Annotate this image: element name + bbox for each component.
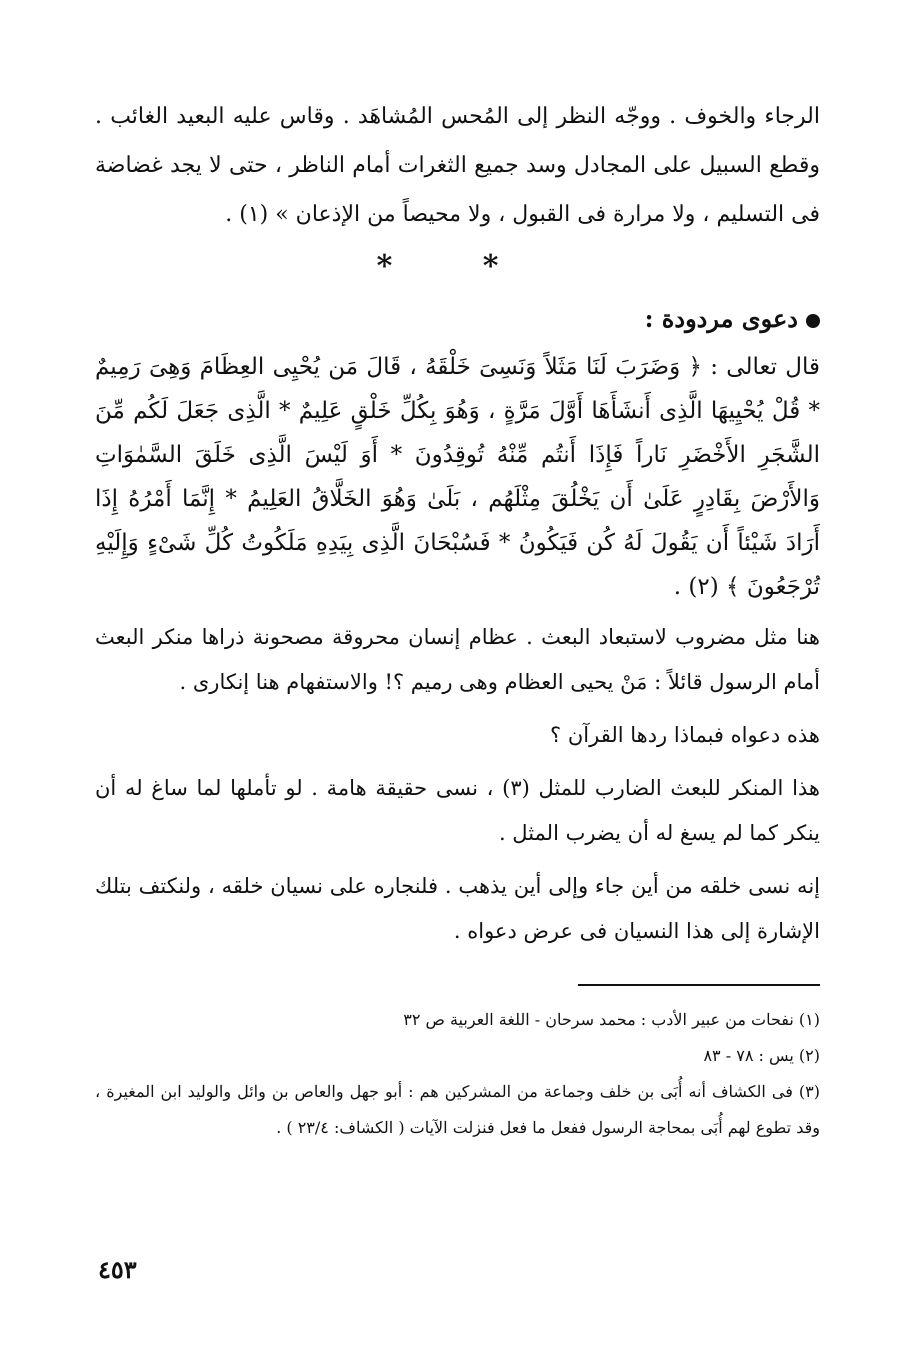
intro-paragraph: الرجاء والخوف . ووجّه النظر إلى المُحس المُشاهَد . وقاس عليه البعيد الغائب . وقطع السبيل على المجادل وسد جميع الثغرات أمام الناظر ، حتى لا يجد غضاضة فى التسليم ، ولا مرارة فى القبول ، ولا محيصاً من الإذعان » (١) . bbox=[95, 104, 820, 227]
bullet-icon bbox=[806, 314, 820, 328]
book-page bbox=[95, 92, 820, 1146]
section-separator: * * bbox=[376, 249, 539, 284]
section-heading bbox=[95, 297, 820, 341]
footnote-divider bbox=[578, 984, 820, 986]
section-title: دعوى مردودة : bbox=[644, 304, 798, 333]
page-number: ٤٥٣ bbox=[98, 1255, 137, 1284]
paragraph-question: هذه دعواه فبماذا ردها القرآن ؟ bbox=[550, 723, 820, 747]
footnote-1: (١) نفحات من عبير الأدب : محمد سرحان - اللغة العربية ص ٣٢ bbox=[403, 1010, 820, 1029]
paragraph-denier: هذا المنكر للبعث الضارب للمثل (٣) ، نسى حقيقة هامة . لو تأملها لما ساغ له أن ينكر كما لم يسغ له أن يضرب المثل . bbox=[95, 776, 821, 845]
footnote-2: (٢) يس : ٧٨ - ٨٣ bbox=[703, 1046, 820, 1065]
paragraph-explanation: هنا مثل مضروب لاستبعاد البعث . عظام إنسان محروقة مصحونة ذراها منكر البعث أمام الرسول قائلاً : مَنْ يحيى العظام وهى رميم ؟! والاستفهام هنا إنكارى . bbox=[95, 625, 820, 694]
quran-verse: قال تعالى : ﴿ وَضَرَبَ لَنَا مَثَلاً وَنَسِىَ خَلْقَهُ ، قَالَ مَن يُحْيِى العِظَامَ وَهِىَ رَمِيمٌ * قُلْ يُحْيِيهَا الَّذِى أَنشَأَهَا أَوَّلَ مَرَّةٍ ، وَهُوَ بِكُلِّ خَلْقٍ عَلِيمٌ * الَّذِى جَعَلَ لَكُم مِّنَ الشَّجَرِ الأَخْضَرِ نَاراً فَإِذَا أَنتُم مِّنْهُ تُوقِدُونَ * أَوَ لَيْسَ الَّذِى خَلَقَ السَّمٰوَاتِ وَالأَرْضَ بِقَادِرٍ عَلَىٰ أَن يَخْلُقَ مِثْلَهُم ، بَلَىٰ وَهُوَ الخَلَّاقُ العَلِيمُ * إِنَّمَا أَمْرُهُ إِذَا أَرَادَ شَيْئاً أَن يَقُولَ لَهُ كُن فَيَكُونُ * فَسُبْحَانَ الَّذِى بِيَدِهِ مَلَكُوتُ كُلِّ شَىْءٍ وَإِلَيْهِ تُرْجَعُونَ ﴾ (٢) . bbox=[95, 354, 820, 600]
footnote-3: (٣) فى الكشاف أنه أُبَى بن خلف وجماعة من المشركين هم : أبو جهل والعاص بن وائل والوليد ابن المغيرة ، وقد تطوع لهم أُبَى بمحاجة الرسول ففعل ما فعل فنزلت الآيات ( الكشاف: ٢٣/٤ ) . bbox=[95, 1082, 820, 1137]
paragraph-forgetting: إنه نسى خلقه من أين جاء وإلى أين يذهب . فلنجاره على نسيان خلقه ، ولنكتف بتلك الإشارة إلى هذا النسيان فى عرض دعواه . bbox=[95, 874, 820, 943]
